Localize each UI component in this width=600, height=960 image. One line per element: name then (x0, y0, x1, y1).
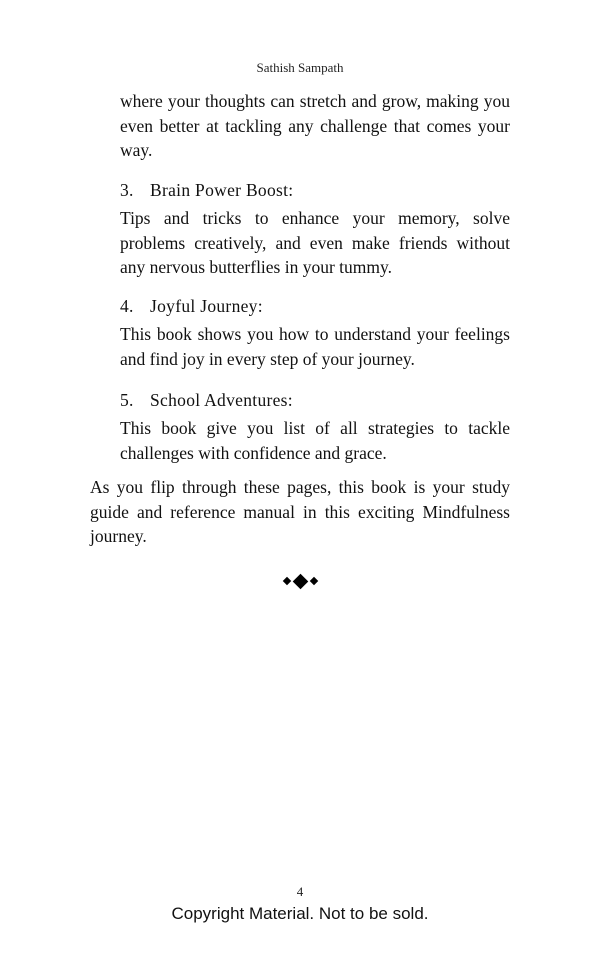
list-item-heading (120, 294, 263, 318)
diamond-ornament-icon (0, 572, 600, 590)
page-number: 4 (296, 884, 304, 899)
continued-paragraph: where your thoughts can stretch and grow, making you even better at tackling any challenge that comes your way. (120, 91, 510, 160)
list-item-body: This book give you list of all strategies to tackle challenges with confidence and grace. (120, 418, 510, 463)
list-item-number: 5. (120, 390, 134, 410)
running-header-author: Sathish Sampath (256, 60, 344, 75)
large-diamond-icon (292, 573, 308, 589)
list-item-title: Joyful Journey: (150, 296, 263, 316)
list-item-body: This book shows you how to understand your feelings and find joy in every step of your journey. (120, 324, 510, 369)
copyright-notice: Copyright Material. Not to be sold. (171, 904, 429, 923)
list-item-number: 4. (120, 296, 134, 316)
list-item-body: Tips and tricks to enhance your memory, solve problems creatively, and even make friends without any nervous butterflies in your tummy. (120, 208, 510, 277)
small-diamond-icon (309, 577, 317, 585)
small-diamond-icon (282, 577, 290, 585)
list-item-heading (120, 178, 293, 202)
list-item-heading (120, 388, 293, 412)
list-item-title: Brain Power Boost: (150, 180, 294, 200)
list-item-title: School Adventures: (150, 390, 293, 410)
list-item-number: 3. (120, 180, 134, 200)
closing-paragraph: As you flip through these pages, this book is your study guide and reference manual in this exciting Mindfulness journey. (90, 477, 510, 546)
